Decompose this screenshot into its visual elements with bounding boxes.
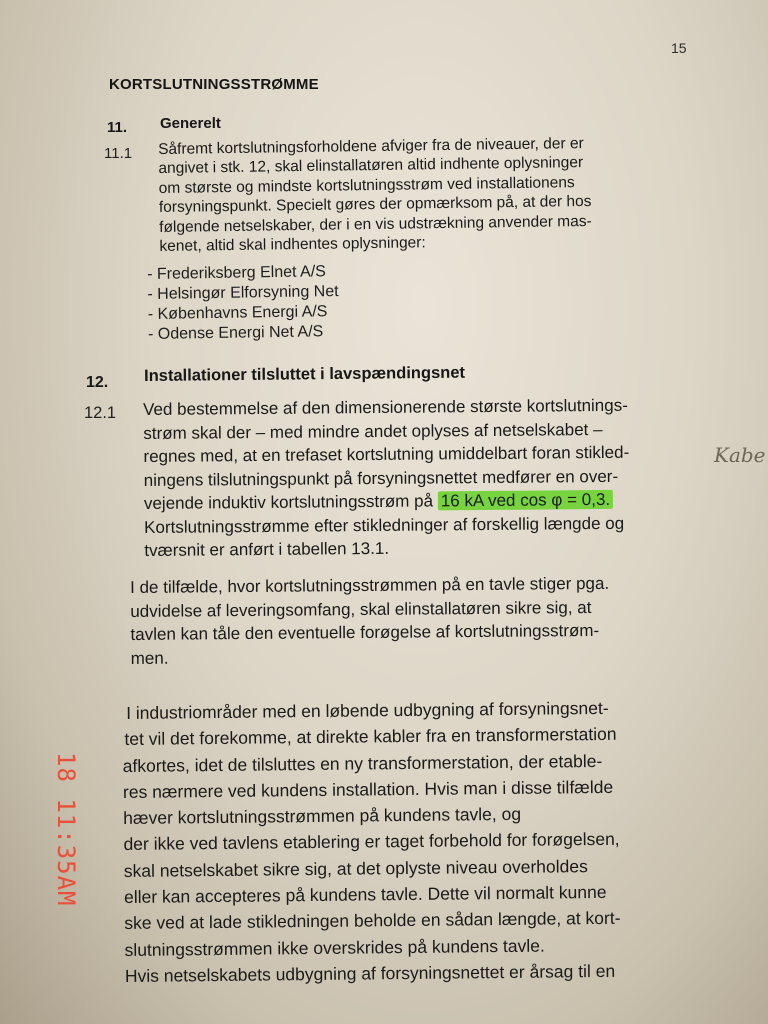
text-line: ske ved at lade stikledningen beholde en sådan længde, at kort- [124, 908, 621, 934]
text-line: strøm skal der – med mindre andet oplyses af netselskabet – [143, 419, 603, 443]
netcompany-list [147, 262, 339, 345]
subsection-11-1-number: 11.1 [104, 145, 133, 162]
list-item: - Odense Energi Net A/S [147, 323, 324, 343]
paragraph-2 [130, 572, 610, 670]
section-11-1-text [158, 134, 592, 256]
list-item: - Københavns Energi A/S [147, 303, 328, 323]
document-title: KORTSLUTNINGSSTRØMME [109, 76, 319, 93]
camera-timestamp [50, 752, 80, 912]
text-line: slutningsstrømmen ikke overskrides på kundens tavle. [124, 935, 545, 960]
timestamp-text: 18 11:35AM [52, 752, 80, 907]
text-segment: vejende induktiv kortslutningsstrøm på [143, 491, 438, 513]
text-line: eller kan accepteres på kundens tavle. Dette vil normalt kunne [123, 882, 607, 908]
text-line [144, 488, 630, 516]
text-line: angivet i stk. 12, skal elinstallatøren altid indhente oplysninger [158, 154, 584, 178]
list-item: - Frederiksberg Elnet A/S [147, 263, 327, 283]
text-line: følgende netselskaber, der i en vis udstrækning anvender mas- [159, 212, 592, 236]
text-line: Kortslutningsstrømme efter stikledninger af forskellig længde og [144, 513, 625, 537]
text-line: skal netselskabet sikre sig, at det oplyste niveau overholdes [123, 855, 588, 881]
text-line: Ved bestemmelse af den dimensionerende største kortslutnings- [143, 395, 628, 419]
text-line: der ikke ved tavlens etablering er taget forbehold for forøgelsen, [123, 829, 620, 855]
text-line: res nærmere ved kundens installation. Hvis man i disse tilfælde [122, 776, 614, 802]
section-11-heading: Generelt [160, 115, 221, 132]
text-line: tavlen kan tåle den eventuelle forøgelse af kortslutningsstrøm- [130, 620, 600, 644]
text-line: hæver kortslutningsstrømmen på kundens tavle, og [123, 804, 522, 829]
text-line: I de tilfælde, hvor kortslutningsstrømmen på en tavle stiger pga. [130, 573, 610, 597]
text-line: men. [130, 648, 169, 668]
text-line: Såfremt kortslutningsforholdene afviger fra de niveauer, der er [158, 135, 584, 158]
text-line: I industriområder med en løbende udbygning af forsyningsnet- [126, 697, 609, 723]
text-line: afkortes, idet de tilsluttes en ny transformerstation, der etable- [122, 750, 603, 776]
text-line: om største og mindste kortslutningsstrøm ved installationens [158, 173, 575, 197]
section-12-heading: Installationer tilsluttet i lavspændingsnet [144, 363, 466, 385]
text-line: kenet, altid skal indhentes oplysninger: [159, 234, 426, 256]
paragraph-3 [122, 695, 621, 989]
section-11-number: 11. [107, 119, 128, 136]
page-number: 15 [671, 40, 687, 56]
text-line: udvidelse af leveringsomfang, skal elinstallatøren sikre sig, at [130, 597, 592, 621]
text-line: tværsnit er anført i tabellen 13.1. [144, 538, 390, 560]
text-line: tet vil det forekomme, at direkte kabler fra en transformerstation [124, 724, 617, 750]
section-12-number: 12. [86, 374, 109, 391]
list-item: - Helsingør Elforsyning Net [147, 282, 339, 303]
handwritten-margin-note: Kabe [714, 443, 766, 467]
text-line: forsyningspunkt. Specielt gøres der opmærksom på, at der hos [158, 193, 592, 217]
subsection-12-1-number: 12.1 [84, 404, 117, 422]
highlighted-value: 16 kA ved cos φ = 0,3. [438, 490, 613, 511]
text-line: regnes med, at en trefaset kortslutning umiddelbart foran stikled- [143, 442, 630, 466]
text-line: Hvis netselskabets udbygning af forsyningsnettet er årsag til en [124, 960, 616, 986]
text-line: ningens tilslutningspunkt på forsyningsnettet medfører en over- [143, 466, 619, 490]
section-12-1-text [143, 394, 630, 563]
